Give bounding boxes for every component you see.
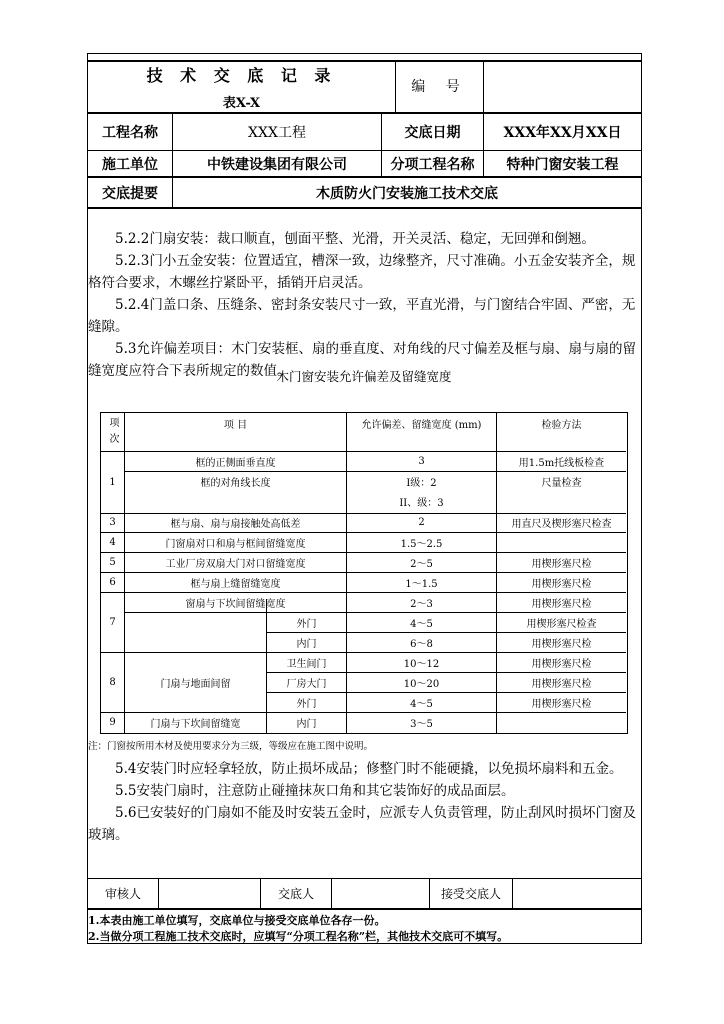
row-method: 用楔形塞尺检查 bbox=[526, 618, 597, 630]
row-tol: 3 bbox=[418, 455, 425, 467]
row-tol: 1.5～2.5 bbox=[400, 538, 443, 550]
row-tol: 2 bbox=[418, 517, 425, 528]
row-tol: 4～5 bbox=[410, 698, 433, 710]
row-no: 4 bbox=[109, 536, 116, 548]
row-item: 工业厂房双扇大门对口留缝宽度 bbox=[165, 558, 306, 570]
summary-label: 交底提要 bbox=[102, 185, 158, 202]
row-method: 用楔形塞尺检 bbox=[531, 678, 592, 690]
discloser-label: 交底人 bbox=[277, 887, 314, 901]
row-no: 8 bbox=[109, 676, 116, 688]
row-tol: 3～5 bbox=[410, 719, 433, 730]
summary-value: 木质防火门安装施工技术交底 bbox=[316, 185, 498, 202]
body-section-2 bbox=[88, 758, 640, 846]
row-item: 门扇与地面间留 bbox=[160, 678, 231, 690]
paragraph: 5.2.4门盖口条、压缝条、密封条安装尺寸一致，平直光滑，与门窗结合牢固、严密，无缝隙。 bbox=[88, 297, 636, 335]
col-header-method: 检验方法 bbox=[541, 419, 582, 431]
unit-label: 施工单位 bbox=[102, 156, 158, 173]
row-method: 用楔形塞尺检 bbox=[531, 578, 592, 590]
subproject-value: 特种门窗安装工程 bbox=[506, 156, 619, 173]
row-method: 尺量检查 bbox=[541, 477, 582, 489]
project-name-value: XXX工程 bbox=[248, 124, 306, 141]
row-method bbox=[497, 712, 626, 733]
row-method: 用楔形塞尺检 bbox=[531, 658, 592, 670]
row-method: 用直尺及楔形塞尺检查 bbox=[511, 519, 612, 530]
frame-right bbox=[641, 53, 642, 943]
reviewer-signature[interactable] bbox=[159, 879, 260, 908]
row-tol: I级：2 bbox=[406, 477, 437, 489]
row-tol: 10～12 bbox=[403, 658, 440, 670]
paragraph: 5.3允许偏差项目：木门安装框、扇的垂直度、对角线的尺寸偏差及框与扇、扇与扇的留缝宽度应符合下表所规定的数值。 bbox=[88, 341, 636, 379]
row-item: 门窗扇对口和扇与框间留缝宽度 bbox=[165, 538, 306, 550]
row-tol: 1～1.5 bbox=[405, 578, 438, 590]
record-title: 技 术 交 底 记 录 bbox=[146, 65, 337, 85]
row-sub: 内门 bbox=[296, 719, 317, 730]
form-code: 表X-X bbox=[222, 95, 261, 111]
row-method bbox=[497, 532, 626, 552]
col-header-tolerance: 允许偏差、留缝宽度 (mm) bbox=[361, 419, 482, 431]
row-method: 用楔形塞尺检 bbox=[531, 698, 592, 710]
row-no: 1 bbox=[109, 476, 116, 488]
receiver-signature[interactable] bbox=[513, 879, 641, 908]
date-value: XXX年XX月XX日 bbox=[503, 124, 622, 141]
row-no: 7 bbox=[109, 616, 116, 628]
row-tol: 4～5 bbox=[410, 618, 433, 630]
footnote-1: 1.本表由施工单位填写，交底单位与接受交底单位各存一份。 bbox=[88, 914, 386, 927]
row-tol: 6～8 bbox=[410, 638, 433, 650]
number-value[interactable] bbox=[484, 60, 641, 112]
tolerance-table bbox=[100, 412, 628, 734]
discloser-signature[interactable] bbox=[332, 879, 429, 908]
row-no: 6 bbox=[109, 576, 116, 588]
row-sub: 外门 bbox=[296, 698, 317, 710]
row-sub: 外门 bbox=[296, 618, 317, 630]
row-sub: 内门 bbox=[296, 638, 317, 650]
row-no: 3 bbox=[109, 517, 116, 528]
paragraph: 5.4安装门时应轻拿轻放，防止损坏成品；修整门时不能硬撬，以免损坏扇料和五金。 bbox=[115, 761, 623, 777]
receiver-label: 接受交底人 bbox=[440, 887, 501, 901]
sig-bottom-line bbox=[87, 908, 642, 910]
paragraph: 5.6已安装好的门扇如不能及时安装五金时，应派专人负责管理，防止刮风时损坏门窗及玻璃。 bbox=[88, 805, 636, 843]
row-tol: 10～20 bbox=[403, 678, 440, 690]
row-line bbox=[87, 207, 642, 209]
row-item: 框的正侧面垂直度 bbox=[195, 457, 276, 469]
paragraph: 5.5安装门扇时，注意防止碰撞抹灰口角和其它装饰好的成品面层。 bbox=[115, 783, 515, 799]
unit-value: 中铁建设集团有限公司 bbox=[207, 156, 347, 173]
body-section-1 bbox=[88, 228, 640, 382]
table-note: 注：门窗按所用木材及使用要求分为三级，等级应在施工图中说明。 bbox=[88, 741, 374, 752]
col-header-no: 项次 bbox=[107, 417, 118, 449]
col-header-item: 项 目 bbox=[223, 419, 248, 431]
project-name-label: 工程名称 bbox=[102, 124, 158, 141]
row-tol-2: II、级：3 bbox=[399, 497, 444, 509]
row-no: 9 bbox=[109, 717, 116, 728]
row-method: 用楔形塞尺检 bbox=[531, 638, 592, 650]
paragraph: 5.2.3门小五金安装：位置适宜，槽深一致，边缘整齐，尺寸准确。小五金安装齐全，规格符合要求，木螺丝拧紧卧平，插销开启灵活。 bbox=[88, 253, 636, 291]
row-item: 门扇与下坎间留缝宽 bbox=[150, 719, 241, 730]
row-item: 窗扇与下坎间留缝宽度 bbox=[185, 598, 286, 610]
row-item: 框的对角线长度 bbox=[200, 477, 271, 489]
footnote-2: 2.当做分项工程施工技术交底时，应填写“分项工程名称”栏，其他技术交底可不填写。 bbox=[88, 930, 509, 943]
number-label: 编 号 bbox=[411, 79, 468, 95]
row-tol: 2～3 bbox=[410, 598, 433, 610]
row-method: 用楔形塞尺检 bbox=[531, 558, 592, 570]
row-sub: 卫生间门 bbox=[286, 658, 327, 670]
frame-top bbox=[87, 53, 642, 54]
table-title: 木门窗安装允许偏差及留缝宽度 bbox=[276, 369, 452, 384]
row-no: 5 bbox=[109, 556, 116, 568]
row-method: 用楔形塞尺检 bbox=[531, 598, 592, 610]
reviewer-label: 审核人 bbox=[104, 887, 141, 901]
row-item: 框与扇上缝留缝宽度 bbox=[190, 578, 281, 590]
subproject-label: 分项工程名称 bbox=[390, 156, 475, 173]
paragraph: 5.2.2门扇安装：裁口顺直，刨面平整、光滑，开关灵活、稳定，无回弹和倒翘。 bbox=[115, 231, 595, 247]
row-item: 框与扇、扇与扇接触处高低差 bbox=[170, 519, 301, 530]
date-label: 交底日期 bbox=[404, 124, 461, 141]
row-method: 用1.5m托线板检查 bbox=[518, 457, 605, 469]
row-tol: 2～5 bbox=[410, 558, 433, 570]
row-sub: 厂房大门 bbox=[286, 678, 327, 690]
